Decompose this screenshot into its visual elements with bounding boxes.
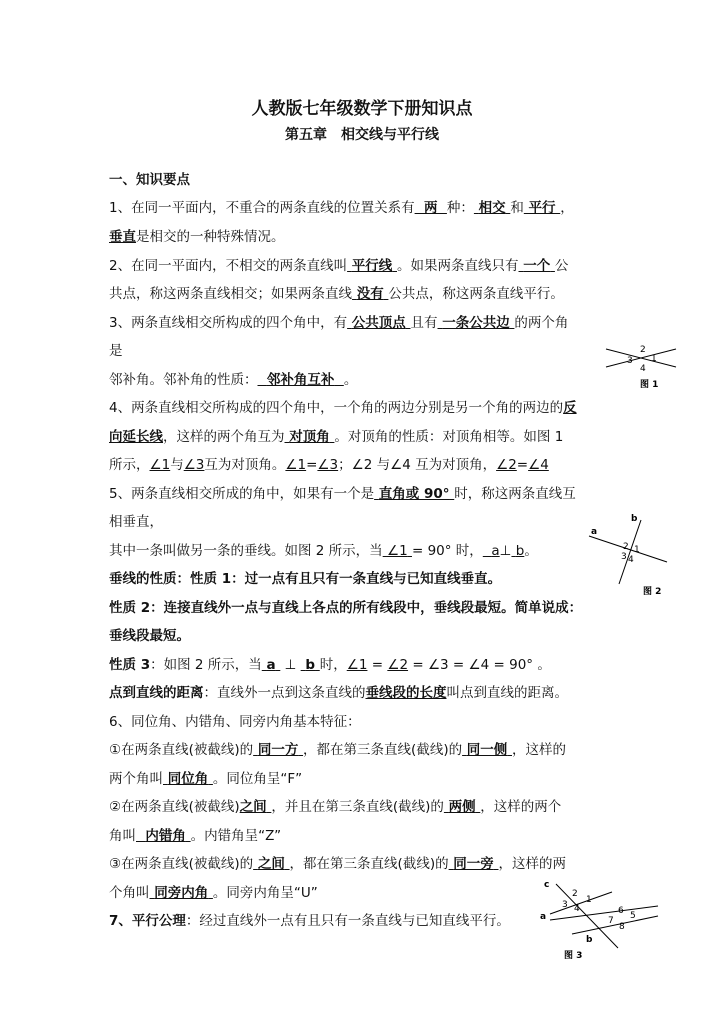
fig1-angle-1: 1 xyxy=(651,354,657,364)
text-line-25: 个角叫 同旁内角 。同旁内角呈“U” xyxy=(109,885,318,901)
fig3-caption: 图 3 xyxy=(564,951,583,961)
text-line-24: ③在两条直线(被截线)的 之间 ，都在第三条直线(截线)的 同一旁 ，这样的两 xyxy=(109,856,566,872)
fig3-line-b xyxy=(572,916,658,934)
text-line-2: 垂直是相交的一种特殊情况。 xyxy=(109,229,285,245)
text-line-9: 向延长线，这样的两个角互为 对顶角 。对顶角的性质：对顶角相等。如图 1 xyxy=(109,429,564,445)
text-line-18: 点到直线的距离：直线外一点到这条直线的垂线段的长度叫点到直线的距离。 xyxy=(109,685,568,701)
figure-2 xyxy=(585,510,675,600)
text-line-20: ①在两条直线(被截线)的 同一方 ，都在第三条直线(截线)的 同一侧 ，这样的 xyxy=(109,742,566,758)
text-line-21: 两个角叫 同位角 。同位角呈“F” xyxy=(109,771,303,787)
fig2-angle-2: 2 xyxy=(623,542,629,552)
text-line-22: ②在两条直线(被截线)之间 ，并且在第三条直线(截线)的 两侧 ，这样的两个 xyxy=(109,799,562,815)
fig2-caption: 图 2 xyxy=(643,587,662,597)
fig1-angle-4: 4 xyxy=(640,364,646,374)
fig2-angle-3: 3 xyxy=(621,552,627,562)
text-line-6: 是 xyxy=(109,343,123,359)
fig3-label-b: b xyxy=(586,935,593,945)
figure-3 xyxy=(536,876,666,962)
text-line-7: 邻补角。邻补角的性质： 邻补角互补 。 xyxy=(109,372,358,388)
fig3-angle-5: 5 xyxy=(630,911,636,921)
text-line-16: 垂线段最短。 xyxy=(109,628,190,644)
text-line-10: 所示，∠1与∠3互为对顶角。∠1=∠3；∠2 与∠4 互为对顶角，∠2=∠4 xyxy=(109,457,549,473)
fig1-angle-2: 2 xyxy=(640,345,646,355)
text-line-1: 1、在同一平面内，不重合的两条直线的位置关系有 两 种： 相交 和 平行 ， xyxy=(109,200,574,216)
text-line-15: 性质 2：连接直线外一点与直线上各点的所有线段中，垂线段最短。简单说成： xyxy=(109,600,583,616)
text-line-17: 性质 3：如图 2 所示，当 a ⊥ b 时，∠1 = ∠2 = ∠3 = ∠4 = 90° 。 xyxy=(109,657,551,673)
figure-1 xyxy=(600,335,680,395)
fig1-angle-3: 3 xyxy=(627,356,633,366)
fig3-angle-4: 4 xyxy=(574,904,580,914)
page-title: 人教版七年级数学下册知识点 xyxy=(251,99,473,119)
chapter-title: 第五章 相交线与平行线 xyxy=(285,127,439,143)
fig2-label-a: a xyxy=(591,527,598,537)
fig3-angle-8: 8 xyxy=(619,922,625,932)
fig3-angle-3: 3 xyxy=(562,900,568,910)
section-heading: 一、知识要点 xyxy=(109,172,190,188)
fig3-angle-7: 7 xyxy=(608,916,614,926)
fig2-angle-4: 4 xyxy=(628,555,634,565)
text-line-11: 5、两条直线相交所成的角中，如果有一个是 直角或 90° 时，称这两条直线互 xyxy=(109,486,576,502)
fig2-label-b: b xyxy=(631,514,638,524)
fig3-angle-1: 1 xyxy=(586,895,592,905)
text-line-12: 相垂直， xyxy=(109,514,163,530)
text-line-13: 其中一条叫做另一条的垂线。如图 2 所示，当 ∠1 = 90° 时， a⊥ b。 xyxy=(109,543,538,559)
fig3-angle-6: 6 xyxy=(618,906,624,916)
text-line-19: 6、同位角、内错角、同旁内角基本特征： xyxy=(109,714,361,730)
text-line-4: 共点，称这两条直线相交；如果两条直线 没有 公共点，称这两条直线平行。 xyxy=(109,286,564,302)
text-line-26: 7、平行公理：经过直线外一点有且只有一条直线与已知直线平行。 xyxy=(109,913,510,929)
text-line-5: 3、两条直线相交所构成的四个角中，有 公共顶点 且有 一条公共边 的两个角 xyxy=(109,315,569,331)
text-line-23: 角叫 内错角 。内错角呈“Z” xyxy=(109,828,282,844)
fig1-caption: 图 1 xyxy=(640,380,659,390)
fig3-label-a: a xyxy=(540,912,547,922)
text-line-8: 4、两条直线相交所构成的四个角中，一个角的两边分别是另一个角的两边的反 xyxy=(109,400,577,416)
text-line-14: 垂线的性质：性质 1：过一点有且只有一条直线与已知直线垂直。 xyxy=(109,571,502,587)
text-line-3: 2、在同一平面内，不相交的两条直线叫 平行线 。如果两条直线只有 一个 公 xyxy=(109,258,569,274)
fig3-line-a-upper xyxy=(550,892,612,914)
fig3-label-c: c xyxy=(544,880,550,890)
fig2-angle-1: 1 xyxy=(634,545,640,555)
fig3-angle-2: 2 xyxy=(572,889,578,899)
